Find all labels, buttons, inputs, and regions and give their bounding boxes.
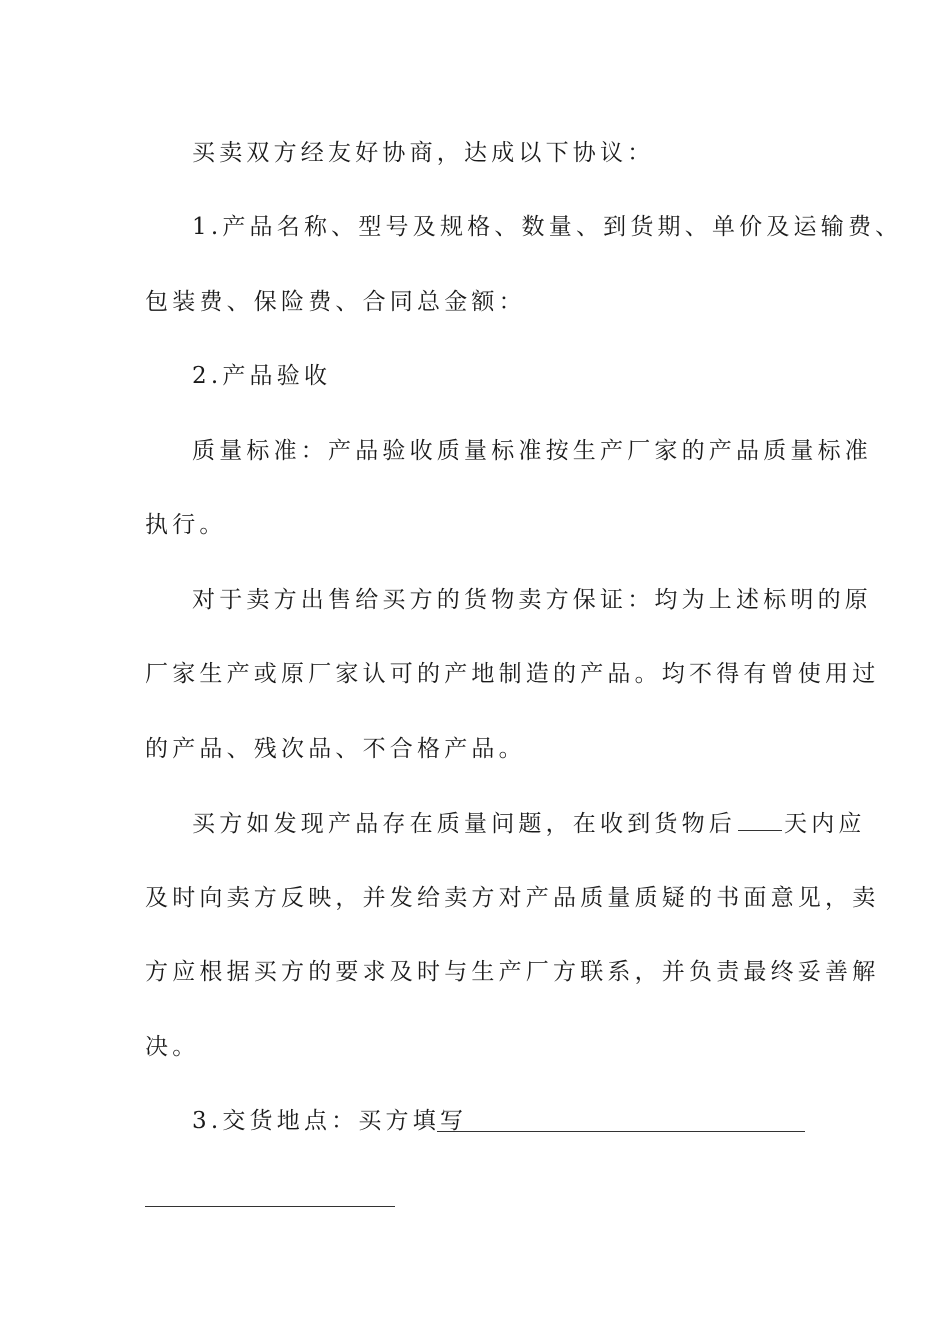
seller-guarantee-line-2: 厂家生产或原厂家认可的产地制造的产品。均不得有曾使用过: [145, 661, 880, 687]
clause-3-delivery-location: 3.交货地点：买方填写: [192, 1108, 468, 1134]
clause-1-line-2: 包装费、保险费、合同总金额：: [145, 289, 526, 315]
seller-guarantee-line-3: 的产品、残次品、不合格产品。: [145, 736, 526, 762]
quality-issue-text-before: 买方如发现产品存在质量问题，在收到货物后: [192, 811, 736, 837]
paragraph-agreement-intro: 买卖双方经友好协商，达成以下协议：: [192, 140, 655, 166]
quality-standard-line-2: 执行。: [145, 512, 227, 538]
clause-1-line-1: 1.产品名称、型号及规格、数量、到货期、单价及运输费、: [192, 214, 903, 240]
quality-issue-text-after: 天内应: [784, 811, 866, 837]
clause-2-heading: 2.产品验收: [192, 363, 332, 389]
days-blank-field[interactable]: [738, 808, 782, 831]
delivery-location-blank-field[interactable]: [437, 1131, 805, 1132]
quality-issue-line-3: 方应根据买方的要求及时与生产厂方联系，并负责最终妥善解: [145, 959, 880, 985]
quality-issue-line-4: 决。: [145, 1034, 200, 1060]
seller-guarantee-line-1: 对于卖方出售给买方的货物卖方保证：均为上述标明的原: [192, 587, 872, 613]
delivery-location-blank-continuation[interactable]: [145, 1206, 395, 1207]
quality-issue-line-2: 及时向卖方反映，并发给卖方对产品质量质疑的书面意见，卖: [145, 885, 880, 911]
quality-standard-line-1: 质量标准：产品验收质量标准按生产厂家的产品质量标准: [192, 438, 872, 464]
quality-issue-line-1: [192, 808, 866, 839]
